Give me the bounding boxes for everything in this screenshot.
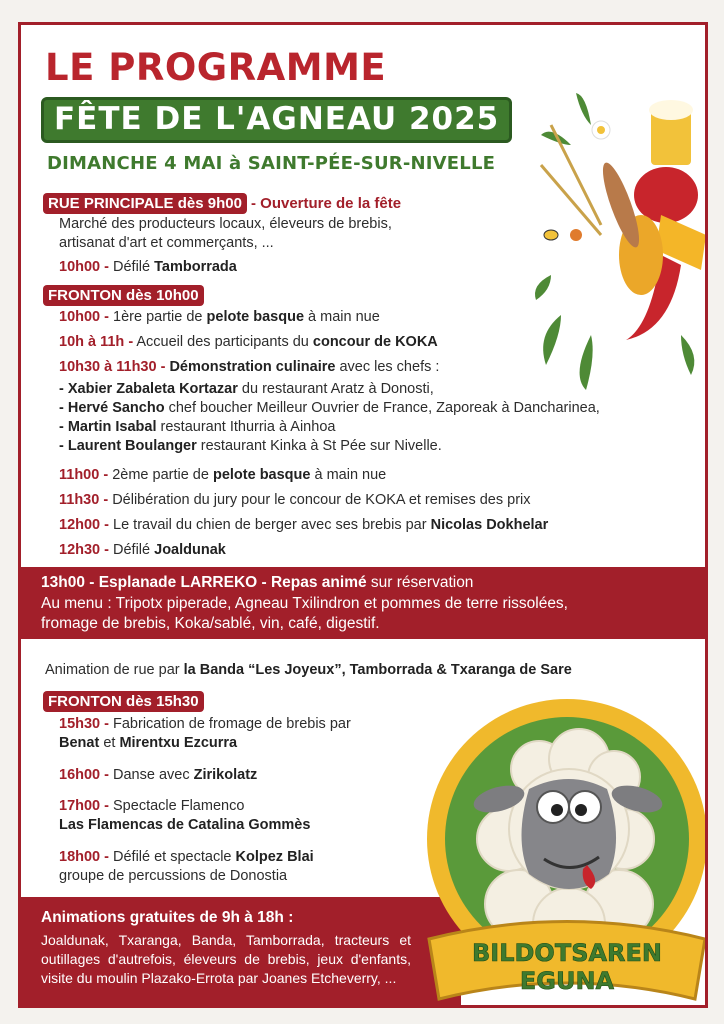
badge-line-2: EGUNA <box>519 967 615 995</box>
poster <box>18 22 708 1008</box>
schedule-item: 12h00 - Le travail du chien de berger avec ses brebis par Nicolas Dokhelar <box>59 517 549 533</box>
chef-item: - Laurent Boulanger restaurant Kinka à St Pée sur Nivelle. <box>59 438 442 454</box>
sheep-badge <box>409 689 708 1008</box>
schedule-item: 11h00 - 2ème partie de pelote basque à main nue <box>59 467 387 483</box>
schedule-item: 10h à 11h - Accueil des participants du concour de KOKA <box>59 334 438 350</box>
schedule-item: 16h00 - Danse avec Zirikolatz <box>59 767 258 783</box>
schedule-item: 15h30 - Fabrication de fromage de brebis par <box>59 716 351 732</box>
free-activities-band <box>21 897 461 1008</box>
chef-item: - Martin Isabal restaurant Ithurria à Ainhoa <box>59 419 336 435</box>
market-description-2: artisanat d'art et commerçants, ... <box>59 235 274 251</box>
schedule-item-detail: Las Flamencas de Catalina Gommès <box>59 817 311 833</box>
event-date: DIMANCHE 4 MAI à SAINT-PÉE-SUR-NIVELLE <box>47 153 496 174</box>
chef-item: - Xabier Zabaleta Kortazar du restaurant Aratz à Donosti, <box>59 381 434 397</box>
schedule-item: 11h30 - Délibération du jury pour le concour de KOKA et remises des prix <box>59 492 531 508</box>
section-label-fronton-15h30: FRONTON dès 15h30 <box>43 691 204 712</box>
lunch-menu-2: fromage de brebis, Koka/sablé, vin, café, digestif. <box>41 615 380 632</box>
wheat-icon <box>541 125 601 235</box>
beer-mug-icon <box>649 100 693 165</box>
schedule-item: 12h30 - Défilé Joaldunak <box>59 542 226 558</box>
event-name-banner: FÊTE DE L'AGNEAU 2025 <box>41 97 512 143</box>
schedule-item: 18h00 - Défilé et spectacle Kolpez Blai <box>59 849 314 865</box>
section-label-rue-principale: RUE PRINCIPALE dès 9h00 <box>43 193 247 214</box>
free-activities-list: Joaldunak, Txaranga, Banda, Tamborrada, tracteurs et outillages d'autrefois, éleveurs de brebis, jeux d'enfants, visite du moulin Plazako-Errota par Joanes Etcheverry, ... <box>41 932 411 986</box>
schedule-item: 10h00 - 1ère partie de pelote basque à main nue <box>59 309 380 325</box>
schedule-item-detail: groupe de percussions de Donostia <box>59 868 288 884</box>
lunch-title: 13h00 - Esplanade LARREKO - Repas animé sur réservation <box>41 574 474 591</box>
market-description-1: Marché des producteurs locaux, éleveurs de brebis, <box>59 216 392 232</box>
schedule-item: 10h30 à 11h30 - Démonstration culinaire avec les chefs : <box>59 359 440 375</box>
opening-label: - Ouverture de la fête <box>251 195 402 212</box>
badge-line-1: BILDOTSAREN <box>471 939 663 967</box>
schedule-item: 17h00 - Spectacle Flamenco <box>59 798 245 814</box>
lunch-band <box>21 567 705 639</box>
street-animation: Animation de rue par la Banda “Les Joyeux”, Tamborrada & Txaranga de Sare <box>45 662 572 678</box>
section-label-fronton-10h: FRONTON dès 10h00 <box>43 285 204 306</box>
schedule-item: 10h00 - Défilé Tamborrada <box>59 259 237 275</box>
vegetable-bouquet-illustration <box>531 85 708 405</box>
schedule-item-detail: Benat et Mirentxu Ezcurra <box>59 735 238 751</box>
lunch-menu-1: Au menu : Tripotx piperade, Agneau Txilindron et pommes de terre rissolées, <box>41 595 568 612</box>
poster-title: LE PROGRAMME <box>45 46 387 89</box>
bee-icon <box>544 230 558 240</box>
free-activities-title: Animations gratuites de 9h à 18h : <box>41 909 294 926</box>
chef-item: - Hervé Sancho chef boucher Meilleur Ouvrier de France, Zaporeak à Dancharinea, <box>59 400 600 416</box>
